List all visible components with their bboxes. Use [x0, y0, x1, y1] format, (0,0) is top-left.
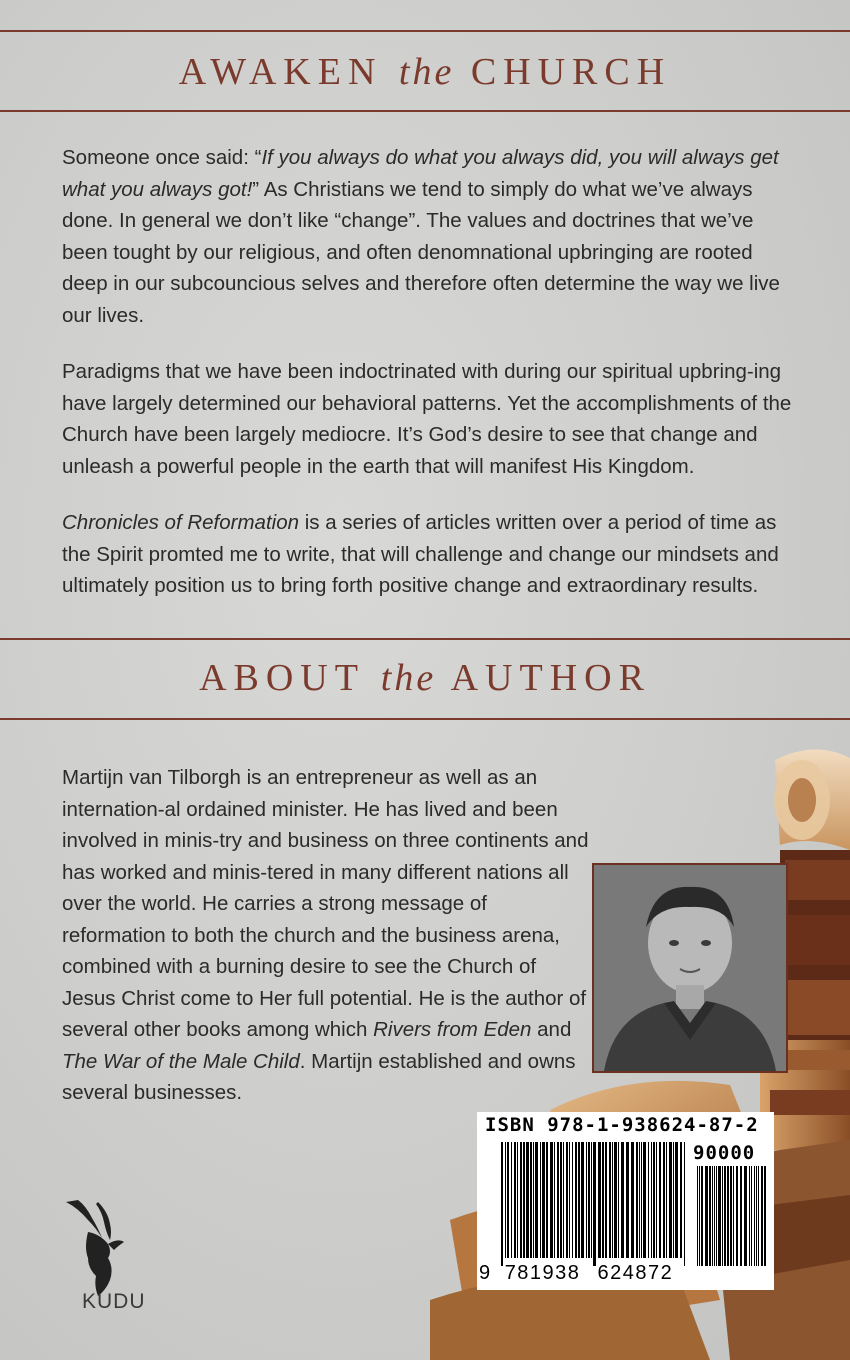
book-title-rivers: Rivers from Eden	[373, 1018, 532, 1041]
heading-word-2: AUTHOR	[450, 657, 651, 699]
barcode-bar	[648, 1142, 649, 1258]
addon-bar	[744, 1166, 747, 1266]
addon-bar	[716, 1166, 717, 1266]
addon-bar	[764, 1166, 766, 1266]
barcode-bar	[609, 1142, 611, 1258]
addon-bar	[699, 1166, 700, 1266]
barcode-bar	[586, 1142, 587, 1258]
ean-digits	[479, 1262, 673, 1285]
barcode-bar	[550, 1142, 553, 1258]
barcode-bar	[626, 1142, 629, 1258]
book-title-chronicles: Chronicles of Reformation	[62, 511, 299, 534]
intro-quote: If you always do what you always did, you will always get what you always got!	[62, 146, 779, 201]
barcode-bar	[673, 1142, 674, 1258]
heading-word-2: CHURCH	[470, 51, 672, 93]
barcode-bar	[639, 1142, 640, 1258]
chronicles-text: is a series of articles written over a period of time as the Spirit promted me to write, that will challenge and change our mindsets and ultimately position us to bring forth positive change and extraordinary results.	[62, 511, 779, 597]
ean-right-group: 624872	[597, 1262, 674, 1284]
heading-the: the	[380, 657, 437, 699]
heading-rule-bottom	[0, 110, 850, 112]
barcode-bar	[680, 1142, 682, 1258]
bio-text-b: . Martijn established and owns several businesses.	[62, 1049, 576, 1104]
barcode-bar	[546, 1142, 548, 1258]
barcode-bar	[517, 1142, 518, 1258]
heading-word-1: ABOUT	[199, 657, 365, 699]
bio-text-a: Martijn van Tilborgh is an entrepreneur as well as an internation-al ordained minister. He has lived and been involved in minis-try and business on three continents and has worked and minis-tered in many different nations all over the world. He carries a strong message of reformation to both the church and the business arena, combined with a burning desire to see the Church of Jesus Christ come to Her full potential. He is the author of several other books among which	[62, 766, 589, 1041]
addon-bar	[751, 1166, 752, 1266]
barcode-bar	[523, 1142, 525, 1258]
addon-bar	[714, 1166, 715, 1266]
chronicles-paragraph	[62, 507, 797, 602]
barcode-bar	[581, 1142, 584, 1258]
barcode-bar	[560, 1142, 562, 1258]
barcode-bar	[588, 1142, 590, 1258]
author-portrait-illustration	[594, 865, 786, 1071]
barcode-bar	[651, 1142, 652, 1258]
barcode-bar	[659, 1142, 661, 1258]
barcode-bar	[669, 1142, 672, 1258]
barcode-bar	[557, 1142, 559, 1258]
barcode-bar	[554, 1142, 555, 1258]
addon-bar	[730, 1166, 732, 1266]
barcode-bar	[514, 1142, 516, 1258]
barcode-bar	[631, 1142, 634, 1258]
barcode-bar	[526, 1142, 529, 1258]
heading-word-1: AWAKEN	[178, 51, 383, 93]
addon-bar	[718, 1166, 721, 1266]
barcode-bar	[605, 1142, 607, 1258]
addon-bar	[705, 1166, 708, 1266]
paradigms-paragraph: Paradigms that we have been indoctrinated with during our spiritual upbring-ing have largely determined our behavioral patterns. Yet the accomplishments of the Church have been largely mediocre. It’s God’s desire to see that change and unleash a powerful people in the earth that will manifest His Kingdom.	[62, 360, 792, 478]
barcode-bar	[618, 1142, 619, 1258]
barcode-bar	[684, 1142, 685, 1266]
barcode-bar	[566, 1142, 568, 1258]
barcode-bar	[535, 1142, 538, 1258]
addon-bar	[736, 1166, 738, 1266]
bio-text-and: and	[531, 1018, 572, 1041]
barcode-bar	[511, 1142, 512, 1258]
addon-bar	[761, 1166, 763, 1266]
top-rule	[0, 30, 850, 32]
barcode-bar	[501, 1142, 503, 1266]
isbn-barcode	[477, 1112, 774, 1290]
barcode-bar	[656, 1142, 657, 1258]
barcode-bar	[666, 1142, 667, 1258]
addon-bar	[727, 1166, 729, 1266]
isbn-text: ISBN 978-1-938624-87-2	[485, 1114, 759, 1136]
barcode-bar	[636, 1142, 638, 1258]
about-author-heading	[0, 656, 850, 700]
barcode-bar	[520, 1142, 522, 1258]
barcode-bar	[542, 1142, 545, 1258]
addon-bar	[758, 1166, 759, 1266]
author-photo	[592, 863, 788, 1073]
barcode-bar	[612, 1142, 613, 1258]
publisher-name: KUDU	[82, 1290, 146, 1313]
barcode-bar	[505, 1142, 506, 1258]
author-rule-top	[0, 638, 850, 640]
addon-bar	[709, 1166, 711, 1266]
barcode-bar	[593, 1142, 596, 1266]
price-addon-code: 90000	[693, 1142, 756, 1164]
barcode-bar	[602, 1142, 604, 1258]
author-rule-bottom	[0, 718, 850, 720]
addon-bar	[712, 1166, 713, 1266]
addon-bar	[701, 1166, 703, 1266]
addon-bar	[740, 1166, 742, 1266]
barcode-bar	[507, 1142, 509, 1258]
ean-first-digit: 9	[479, 1262, 492, 1284]
barcode-bar	[641, 1142, 642, 1258]
addon-bar	[749, 1166, 750, 1266]
barcode-bar	[598, 1142, 601, 1258]
addon-bar	[722, 1166, 723, 1266]
barcode-bar	[533, 1142, 534, 1258]
barcode-bar	[530, 1142, 532, 1258]
heading-the: the	[398, 51, 455, 93]
barcode-bar	[643, 1142, 646, 1258]
barcode-bar	[621, 1142, 624, 1258]
ean-left-group: 781938	[504, 1262, 581, 1284]
barcode-bar	[578, 1142, 580, 1258]
barcode-bar	[540, 1142, 541, 1258]
addon-bar	[697, 1166, 698, 1266]
barcode-bar	[572, 1142, 573, 1258]
addon-bar	[733, 1166, 734, 1266]
barcode-bar	[569, 1142, 570, 1258]
barcode-bar	[563, 1142, 564, 1258]
barcode-bar	[614, 1142, 617, 1258]
barcode-bar	[591, 1142, 592, 1258]
intro-paragraph	[62, 142, 797, 331]
addon-bar	[724, 1166, 726, 1266]
intro-text-b: ” As Christians we tend to simply do what we’ve always done. In general we don’t like “change”. The values and doctrines that we’ve been tought by our religious, and often denomnational upbringing are rooted deep in our subcouncious selves and therefore often determine the way we live our lives.	[62, 177, 780, 327]
awaken-heading	[0, 50, 850, 94]
intro-text-a: Someone once said: “	[62, 146, 262, 169]
barcode-bar	[675, 1142, 678, 1258]
barcode-bar	[575, 1142, 577, 1258]
book-title-war: The War of the Male Child	[62, 1049, 300, 1073]
addon-bar	[756, 1166, 757, 1266]
barcode-bar	[653, 1142, 655, 1258]
addon-bar	[754, 1166, 755, 1266]
barcode-bar	[663, 1142, 665, 1258]
author-bio	[62, 762, 592, 1109]
